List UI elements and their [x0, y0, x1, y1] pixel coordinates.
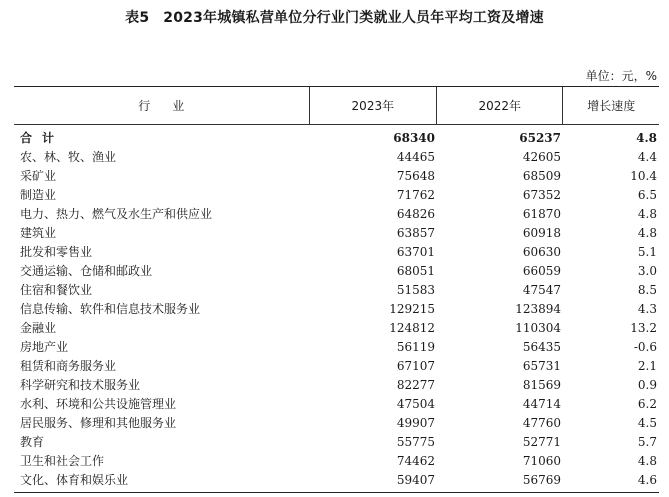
table-row: [14, 147, 659, 166]
growth-cell: -0.6: [633, 339, 657, 354]
table-row-total: [14, 128, 659, 147]
value-2022-cell: 66059: [522, 263, 561, 278]
value-2023-cell: 71762: [396, 187, 435, 202]
growth-cell: 10.4: [630, 168, 657, 183]
value-2022-cell: 52771: [522, 434, 561, 449]
table-title-text: 2023年城镇私营单位分行业门类就业人员年平均工资及增速: [163, 10, 544, 26]
industry-cell: 电力、热力、燃气及水生产和供应业: [20, 207, 213, 221]
value-2023-cell: 59407: [396, 472, 435, 487]
value-2022-cell: 110304: [515, 320, 561, 335]
industry-cell: 居民服务、修理和其他服务业: [20, 416, 177, 430]
value-2023-cell: 49907: [396, 415, 435, 430]
table-row: [14, 318, 659, 337]
value-2023-cell: 67107: [396, 358, 435, 373]
value-2022-cell: 71060: [522, 453, 561, 468]
value-2022-cell: 44714: [522, 396, 561, 411]
table-body: [14, 125, 659, 492]
value-2022-cell: 56435: [522, 339, 561, 354]
growth-cell: 4.6: [637, 472, 657, 487]
value-2023-cell: 63857: [396, 225, 435, 240]
value-2023-cell: 47504: [396, 396, 435, 411]
industry-cell: 合计: [20, 131, 65, 145]
industry-cell: 租赁和商务服务业: [20, 359, 117, 373]
table-row: [14, 299, 659, 318]
table-row: [14, 451, 659, 470]
industry-cell: 农、林、牧、渔业: [20, 150, 117, 164]
growth-cell: 5.1: [637, 244, 657, 259]
industry-cell: 卫生和社会工作: [20, 454, 105, 468]
industry-cell: 交通运输、仓储和邮政业: [20, 264, 153, 278]
industry-cell: 教育: [20, 435, 45, 449]
table-row: [14, 375, 659, 394]
value-2023-cell: 82277: [396, 377, 435, 392]
industry-cell: 科学研究和技术服务业: [20, 378, 141, 392]
value-2022-cell: 60918: [522, 225, 561, 240]
header-growth: 增长速度: [562, 87, 659, 124]
growth-cell: 4.8: [637, 225, 657, 240]
growth-cell: 4.4: [637, 149, 657, 164]
growth-cell: 0.9: [637, 377, 657, 392]
value-2023-cell: 44465: [396, 149, 435, 164]
growth-cell: 8.5: [637, 282, 657, 297]
value-2022-cell: 81569: [522, 377, 561, 392]
table-row: [14, 242, 659, 261]
table-row: [14, 337, 659, 356]
industry-cell: 住宿和餐饮业: [20, 283, 93, 297]
table-row: [14, 356, 659, 375]
value-2022-cell: 60630: [522, 244, 561, 259]
value-2023-cell: 55775: [396, 434, 435, 449]
table-title: [0, 7, 669, 27]
table-header-row: [14, 87, 659, 125]
industry-cell: 文化、体育和娱乐业: [20, 473, 129, 487]
value-2023-cell: 68340: [393, 130, 435, 145]
table-row: [14, 280, 659, 299]
industry-cell: 建筑业: [20, 226, 57, 240]
value-2023-cell: 56119: [396, 339, 435, 354]
header-2023: 2023年: [309, 87, 436, 124]
value-2022-cell: 68509: [522, 168, 561, 183]
industry-cell: 采矿业: [20, 169, 57, 183]
growth-cell: 3.0: [637, 263, 657, 278]
growth-cell: 4.8: [636, 130, 657, 145]
industry-cell: 批发和零售业: [20, 245, 93, 259]
table-row: [14, 185, 659, 204]
table-row: [14, 166, 659, 185]
table-row: [14, 470, 659, 489]
value-2023-cell: 129215: [389, 301, 435, 316]
value-2023-cell: 63701: [396, 244, 435, 259]
value-2022-cell: 67352: [522, 187, 561, 202]
value-2023-cell: 74462: [396, 453, 435, 468]
table-row: [14, 413, 659, 432]
value-2022-cell: 47760: [522, 415, 561, 430]
growth-cell: 4.8: [637, 453, 657, 468]
table-row: [14, 223, 659, 242]
growth-cell: 6.5: [637, 187, 657, 202]
table-row: [14, 394, 659, 413]
value-2022-cell: 47547: [522, 282, 561, 297]
table-row: [14, 432, 659, 451]
value-2023-cell: 68051: [396, 263, 435, 278]
value-2022-cell: 42605: [522, 149, 561, 164]
header-industry: 行业: [138, 99, 207, 113]
table-row: [14, 204, 659, 223]
growth-cell: 4.5: [637, 415, 657, 430]
growth-cell: 4.3: [637, 301, 657, 316]
industry-cell: 房地产业: [20, 340, 69, 354]
growth-cell: 4.8: [637, 206, 657, 221]
growth-cell: 6.2: [637, 396, 657, 411]
industry-cell: 金融业: [20, 321, 57, 335]
value-2022-cell: 123894: [515, 301, 561, 316]
unit-label: 单位：元，%: [585, 69, 657, 83]
header-2022: 2022年: [436, 87, 562, 124]
growth-cell: 5.7: [637, 434, 657, 449]
industry-cell: 水利、环境和公共设施管理业: [20, 397, 177, 411]
growth-cell: 2.1: [637, 358, 657, 373]
wage-table: [14, 86, 659, 493]
value-2023-cell: 64826: [396, 206, 435, 221]
industry-cell: 制造业: [20, 188, 57, 202]
table-number: 表5: [125, 10, 150, 26]
industry-cell: 信息传输、软件和信息技术服务业: [20, 302, 201, 316]
growth-cell: 13.2: [630, 320, 657, 335]
value-2022-cell: 56769: [522, 472, 561, 487]
value-2022-cell: 65237: [519, 130, 561, 145]
value-2022-cell: 65731: [522, 358, 561, 373]
value-2023-cell: 124812: [389, 320, 435, 335]
table-row: [14, 261, 659, 280]
value-2023-cell: 75648: [396, 168, 435, 183]
value-2022-cell: 61870: [522, 206, 561, 221]
value-2023-cell: 51583: [396, 282, 435, 297]
